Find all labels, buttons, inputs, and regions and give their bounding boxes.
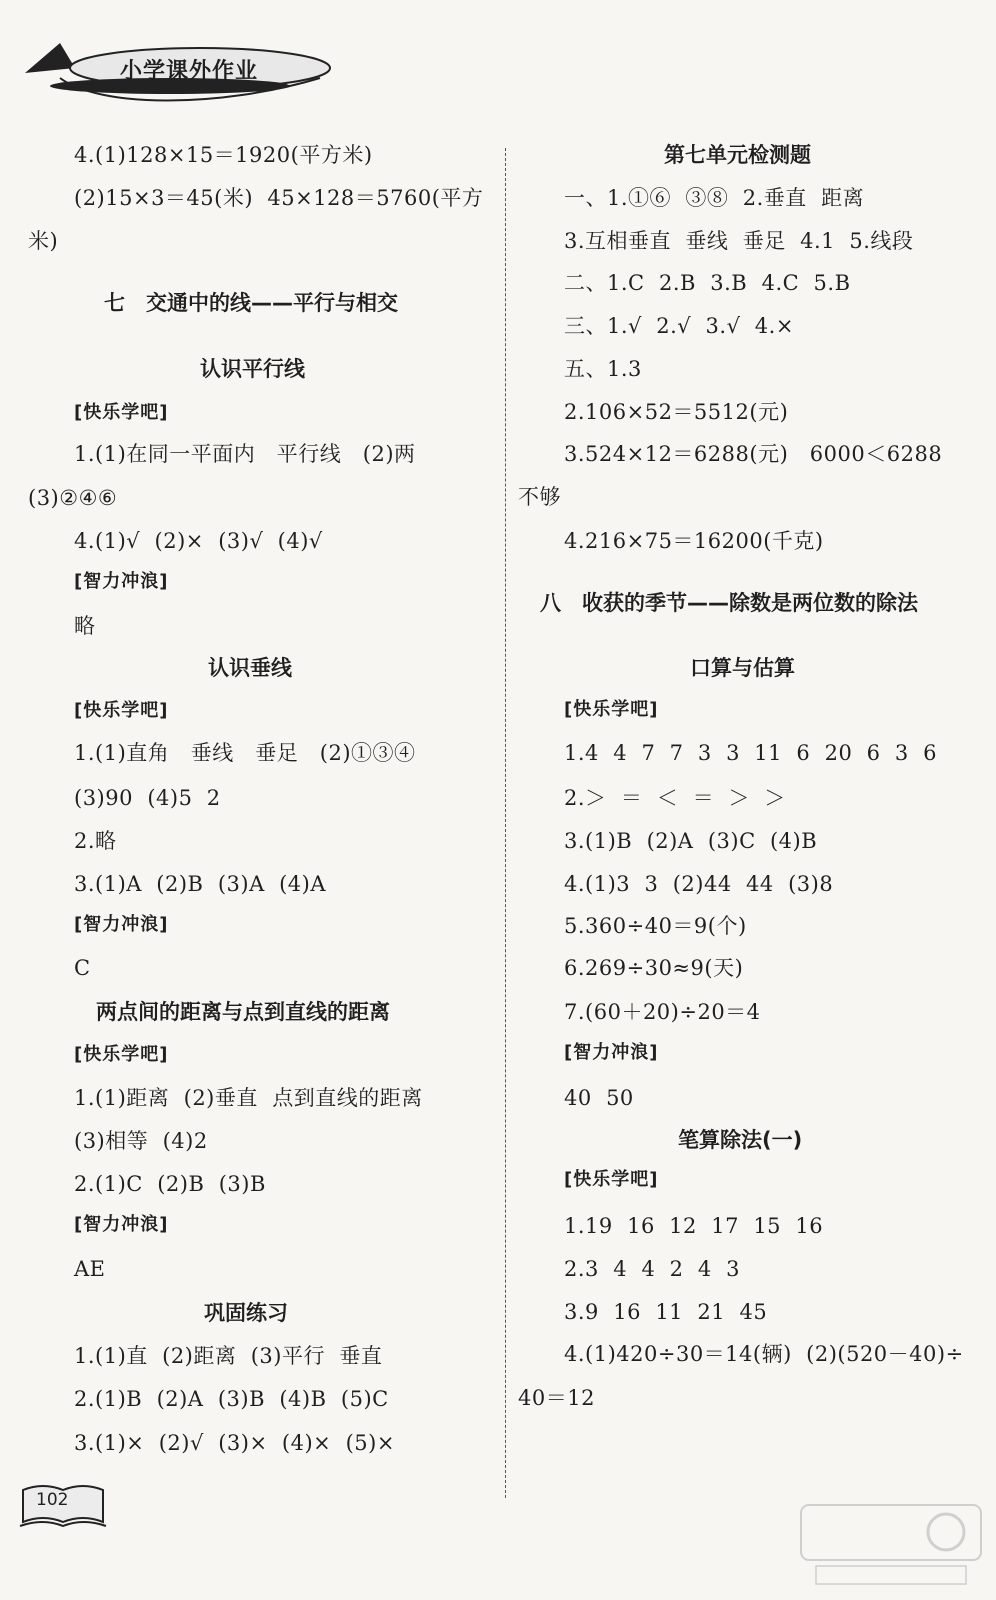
left-line-19: 3.(1)× (2)√ (3)× (4)× (5)× xyxy=(74,1431,395,1455)
right-line-1: 一、1.①⑥ ③⑧ 2.垂直 距离 xyxy=(564,186,865,210)
right-line-6: 2.106×52＝5512(元) xyxy=(564,400,789,424)
left-line-9: (3)90 (4)5 2 xyxy=(74,786,221,810)
header-title: 小学课外作业 xyxy=(120,59,259,84)
topic-heading-distance: 两点间的距离与点到直线的距离 xyxy=(96,1000,390,1024)
left-line-4: 1.(1)在同一平面内 平行线 (2)两 xyxy=(74,442,416,466)
right-line-18: 1.19 16 12 17 15 16 xyxy=(564,1214,824,1238)
tag-brain-surf: [智力冲浪] xyxy=(74,571,169,592)
tag-brain-surf: [智力冲浪] xyxy=(74,914,169,935)
section-heading-7: 七 交通中的线——平行与相交 xyxy=(104,291,398,315)
left-line-12: C xyxy=(74,956,91,980)
topic-heading-unit7-test: 第七单元检测题 xyxy=(664,143,811,167)
right-line-9: 4.216×75＝16200(千克) xyxy=(564,529,824,553)
right-line-3: 二、1.C 2.B 3.B 4.C 5.B xyxy=(564,271,851,295)
left-line-6: 4.(1)√ (2)× (3)√ (4)√ xyxy=(74,529,323,553)
tag-happy-learn: [快乐学吧] xyxy=(74,402,169,423)
watermark-logo xyxy=(796,1500,986,1590)
left-line-7: 略 xyxy=(74,614,96,638)
right-line-10: 1.4 4 7 7 3 3 11 6 20 6 3 6 xyxy=(564,741,937,765)
left-line-16: AE xyxy=(74,1257,106,1281)
tag-happy-learn: [快乐学吧] xyxy=(74,1044,169,1065)
tag-brain-surf: [智力冲浪] xyxy=(74,1214,169,1235)
right-line-14: 5.360÷40＝9(个) xyxy=(564,914,747,938)
right-line-5: 五、1.3 xyxy=(564,357,642,381)
right-line-13: 4.(1)3 3 (2)44 44 (3)8 xyxy=(564,872,834,896)
topic-heading-mental-math: 口算与估算 xyxy=(690,656,795,680)
right-line-22: 40＝12 xyxy=(518,1386,595,1410)
topic-heading-parallel: 认识平行线 xyxy=(200,357,305,381)
topic-heading-written-division: 笔算除法(一) xyxy=(678,1128,803,1152)
right-line-17: 40 50 xyxy=(564,1086,634,1110)
left-line-11: 3.(1)A (2)B (3)A (4)A xyxy=(74,872,327,896)
left-line-17: 1.(1)直 (2)距离 (3)平行 垂直 xyxy=(74,1344,383,1368)
right-line-16: 7.(60＋20)÷20＝4 xyxy=(564,1000,761,1024)
left-line-10: 2.略 xyxy=(74,829,117,853)
section-heading-8: 八 收获的季节——除数是两位数的除法 xyxy=(540,591,918,615)
tag-brain-surf: [智力冲浪] xyxy=(564,1042,659,1063)
left-line-5: (3)②④⑥ xyxy=(28,486,118,510)
left-line-13: 1.(1)距离 (2)垂直 点到直线的距离 xyxy=(74,1086,423,1110)
right-line-7: 3.524×12＝6288(元) 6000＜6288 xyxy=(564,442,943,466)
left-line-15: 2.(1)C (2)B (3)B xyxy=(74,1172,266,1196)
left-line-2: (2)15×3＝45(米) 45×128＝5760(平方 xyxy=(74,186,484,210)
right-line-11: 2.＞ ＝ ＜ ＝ ＞ ＞ xyxy=(564,786,786,810)
left-line-14: (3)相等 (4)2 xyxy=(74,1129,208,1153)
page-number: 102 xyxy=(36,1490,69,1510)
right-line-19: 2.3 4 4 2 4 3 xyxy=(564,1257,740,1281)
right-line-15: 6.269÷30≈9(天) xyxy=(564,956,744,980)
right-line-2: 3.互相垂直 垂线 垂足 4.1 5.线段 xyxy=(564,229,914,253)
left-line-1: 4.(1)128×15＝1920(平方米) xyxy=(74,143,373,167)
right-line-12: 3.(1)B (2)A (3)C (4)B xyxy=(564,829,818,853)
tag-happy-learn: [快乐学吧] xyxy=(564,1169,659,1190)
left-line-8: 1.(1)直角 垂线 垂足 (2)①③④ xyxy=(74,741,416,765)
right-line-21: 4.(1)420÷30＝14(辆) (2)(520－40)÷ xyxy=(564,1342,964,1366)
right-line-20: 3.9 16 11 21 45 xyxy=(564,1300,768,1324)
right-line-4: 三、1.√ 2.√ 3.√ 4.× xyxy=(564,314,794,338)
left-line-18: 2.(1)B (2)A (3)B (4)B (5)C xyxy=(74,1387,389,1411)
topic-heading-perpendicular: 认识垂线 xyxy=(208,656,292,680)
tag-happy-learn: [快乐学吧] xyxy=(74,700,169,721)
topic-heading-review: 巩固练习 xyxy=(204,1301,288,1325)
left-line-3: 米) xyxy=(28,229,59,253)
right-line-8: 不够 xyxy=(518,485,561,509)
tag-happy-learn: [快乐学吧] xyxy=(564,699,659,720)
column-divider xyxy=(505,148,506,1498)
